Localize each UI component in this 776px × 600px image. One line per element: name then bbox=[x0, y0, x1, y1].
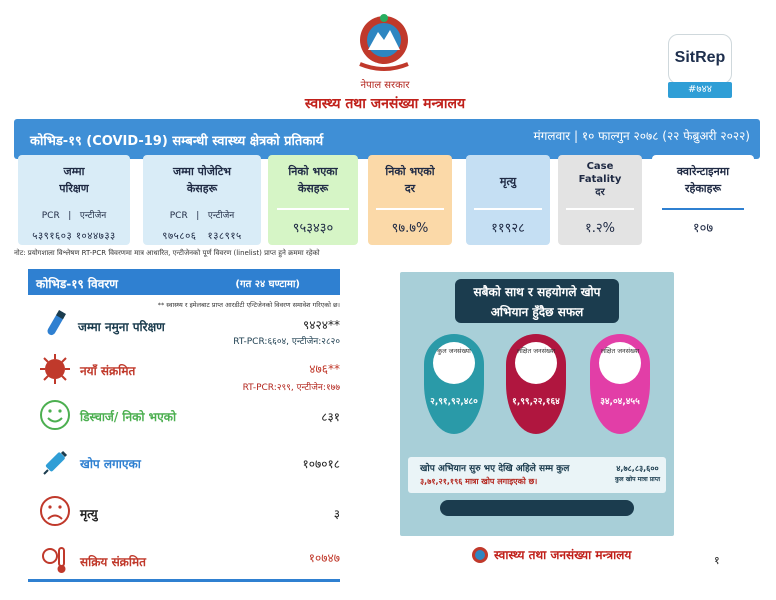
detail-row-label: जम्मा नमुना परिक्षण bbox=[78, 320, 165, 334]
detail-row-sub: RT-PCR:२९९, एन्टीजेन:१७७ bbox=[242, 383, 340, 393]
drop-value: २,९१,९२,४८० bbox=[430, 397, 478, 407]
footnote: नोट: प्रयोगशाला विश्लेषण RT-PCR विवरणमा मात्र आधारित, एन्टीजेनको पूर्ण विवरण (linelist) प्राप्त हुने क्रममा रहेको bbox=[14, 249, 320, 257]
detail-header bbox=[28, 269, 340, 295]
card-total-positive: जम्मा पोजेटिभ केसहरू PCR | एन्टीजेन ९७५८०६ १३८९१५ bbox=[143, 155, 261, 245]
detail-note: ** स्वास्थ्य र इमेलबाट प्राप्त आरडीटी एन्टिजेनको विवरण समावेश गरिएको छ। bbox=[157, 301, 340, 309]
card-case-fatality bbox=[558, 155, 642, 245]
card-title: Case bbox=[586, 161, 614, 172]
detail-row-label: नयाँ संक्रमित bbox=[80, 364, 136, 378]
card-recovery-rate bbox=[368, 155, 452, 245]
antigen-value: १३८९१५ bbox=[207, 231, 242, 242]
target-population-drop bbox=[590, 334, 650, 434]
report-date: मंगलवार | १० फाल्गुन २०७८ (२२ फेब्रुअरी २०२२) bbox=[533, 129, 750, 143]
ministry-name: स्वास्थ्य तथा जनसंख्या मन्त्रालय bbox=[304, 96, 466, 112]
card-title: केसहरू bbox=[297, 182, 329, 195]
poster-title-line: अभियान हुँदैछ सफल bbox=[490, 305, 584, 319]
sitrep-badge bbox=[668, 34, 732, 84]
divider bbox=[376, 208, 443, 210]
divider bbox=[277, 208, 349, 210]
card-title: दर bbox=[404, 182, 416, 195]
thermometer-icon bbox=[38, 542, 72, 576]
sad-face-icon bbox=[38, 494, 72, 528]
antigen-label: एन्टीजेन bbox=[79, 211, 107, 221]
divider bbox=[662, 208, 744, 210]
drop-heading: लक्षित जनसंख्या bbox=[515, 342, 557, 384]
detail-row-value: १०७४७ bbox=[308, 551, 340, 565]
card-value: ९५३४३० bbox=[292, 221, 334, 236]
card-deaths bbox=[466, 155, 550, 245]
poster-title bbox=[400, 282, 674, 322]
card-title: जम्मा bbox=[63, 165, 85, 178]
detail-title: कोभिड-१९ विवरण bbox=[36, 277, 118, 291]
card-value: ९७.७% bbox=[391, 221, 429, 236]
virus-icon bbox=[38, 352, 72, 386]
detail-row-value: ४७६** bbox=[309, 362, 340, 376]
strip-line: खोप अभियान सुरु भए देखि अहिले सम्म कुल bbox=[420, 464, 570, 474]
population-drop bbox=[424, 334, 484, 434]
pcr-label: PCR bbox=[41, 211, 60, 221]
detail-row-label: डिस्चार्ज/ निको भएको bbox=[80, 410, 177, 424]
poster-title-line: सबैको साथ र सहयोगले खोप bbox=[473, 285, 601, 299]
card-quarantine bbox=[652, 155, 754, 245]
smiley-icon bbox=[38, 398, 72, 432]
antigen-label: एन्टीजेन bbox=[207, 211, 235, 221]
detail-period: (गत २४ घण्टामा) bbox=[235, 279, 300, 290]
card-total-tests: जम्मा परिक्षण PCR | एन्टीजेन ५३९१६०३ १०४४७३३ bbox=[18, 155, 130, 245]
drop-heading: कुल जनसंख्या bbox=[433, 342, 475, 384]
detail-row-label: मृत्यु bbox=[80, 507, 98, 521]
card-title: निको भएको bbox=[385, 165, 435, 178]
sitrep-label: SitRep bbox=[674, 49, 726, 66]
doses-received-label: कुल खोप मात्रा प्राप्त bbox=[614, 476, 660, 483]
antigen-value: १०४४७३३ bbox=[75, 231, 116, 242]
detail-row-label: सक्रिय संक्रमित bbox=[80, 555, 147, 569]
report-title: कोभिड-१९ (COVID-19) सम्बन्धी स्वास्थ्य क्षेत्रको प्रतिकार्य bbox=[30, 134, 324, 149]
doses-received-value: ४,७८,८३,६०० bbox=[616, 464, 659, 473]
detail-row-value: १०७०१८ bbox=[302, 457, 340, 471]
drop-value: ३४,०४,४५५ bbox=[600, 397, 640, 407]
divider bbox=[566, 208, 633, 210]
vaccination-campaign-poster bbox=[400, 272, 674, 536]
divider bbox=[474, 208, 541, 210]
target-population-drop bbox=[506, 334, 566, 434]
page-number: १ bbox=[714, 554, 720, 567]
pcr-value: ९७५८०६ bbox=[162, 231, 197, 242]
poster-icon-bar bbox=[440, 500, 634, 516]
card-title: मृत्यु bbox=[499, 175, 517, 188]
card-value: ११९२८ bbox=[491, 221, 525, 236]
strip-line: ३,७१,२१,१९६ मात्रा खोप लगाइएको छ। bbox=[420, 477, 538, 486]
pcr-value: ५३९१६०३ bbox=[32, 231, 73, 242]
detail-row-sub: RT-PCR:६६०४, एन्टीजेन:२८२० bbox=[233, 337, 340, 347]
card-title: केसहरू bbox=[186, 182, 218, 195]
detail-row-value: ३ bbox=[333, 507, 340, 521]
test-tube-icon bbox=[38, 308, 72, 342]
poster-ministry: स्वास्थ्य तथा जनसंख्या मन्त्रालय bbox=[494, 548, 632, 562]
card-title: दर bbox=[595, 187, 605, 198]
card-title: Fatality bbox=[578, 174, 622, 185]
title-bar bbox=[14, 119, 760, 159]
detail-row-value: ८३१ bbox=[321, 410, 340, 424]
pcr-label: PCR bbox=[169, 211, 188, 221]
drop-value: १,९९,२२,१६४ bbox=[512, 397, 560, 407]
drop-heading: लक्षित जनसंख्या bbox=[599, 342, 641, 384]
card-title: निको भएका bbox=[288, 165, 338, 178]
detail-bottom-rule bbox=[28, 579, 340, 582]
syringe-icon bbox=[38, 446, 72, 480]
card-title: परिक्षण bbox=[59, 182, 89, 195]
card-title: रहेकाहरू bbox=[684, 182, 722, 195]
detail-row-value: ९४२४** bbox=[303, 318, 340, 332]
sitrep-number: #७४४ bbox=[668, 82, 732, 98]
government-name: नेपाल सरकार bbox=[360, 80, 410, 91]
card-value: १.२% bbox=[584, 221, 615, 236]
card-title: क्वारेन्टाइनमा bbox=[676, 165, 730, 178]
card-title: जम्मा पोजेटिभ bbox=[172, 165, 232, 178]
detail-row-label: खोप लगाएका bbox=[80, 457, 141, 471]
nepal-government-emblem bbox=[354, 12, 414, 74]
poster-emblem-icon bbox=[470, 545, 490, 565]
poster-total-strip bbox=[408, 457, 666, 493]
card-recovered bbox=[268, 155, 358, 245]
card-value: १०७ bbox=[692, 221, 714, 236]
